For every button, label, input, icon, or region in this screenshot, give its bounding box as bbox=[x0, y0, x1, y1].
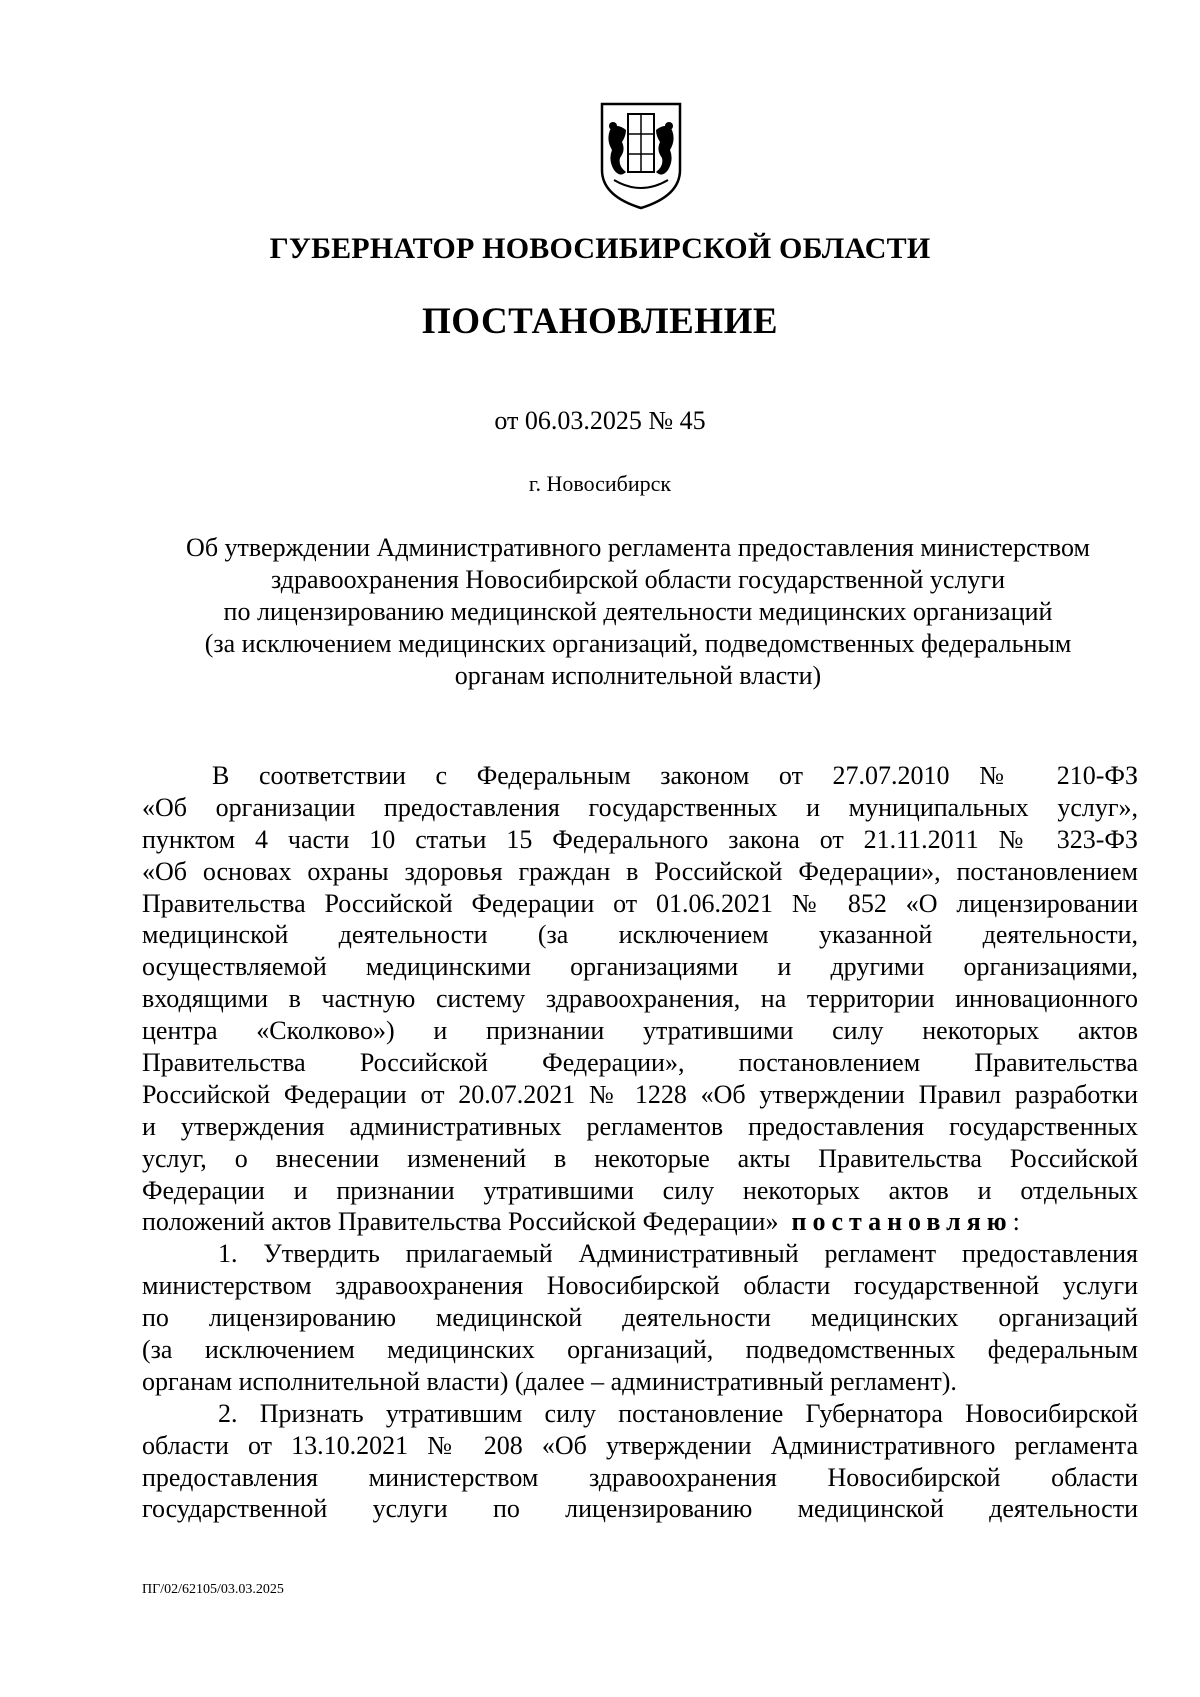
body-line: В соответствии с Федеральным законом от 27.07.2010 № 210-ФЗ bbox=[212, 761, 1138, 790]
coat-of-arms-icon bbox=[596, 100, 686, 212]
body-line: Федерации и признании утратившими силу некоторых актов и отдельных bbox=[142, 1175, 1138, 1205]
item-line: (за исключением медицинских организаций, подведомственных федеральным bbox=[142, 1335, 1138, 1365]
body-line: медицинской деятельности (за исключением указанной деятельности, bbox=[142, 920, 1138, 950]
document-body bbox=[142, 760, 1138, 1525]
item-line: предоставления министерством здравоохранения Новосибирской области bbox=[142, 1462, 1138, 1492]
document-code: ПГ/02/62105/03.03.2025 bbox=[142, 1582, 284, 1597]
city-line: г. Новосибирск bbox=[528, 471, 672, 496]
body-line: «Об основах охраны здоровья граждан в Российской Федерации», постановлением bbox=[142, 856, 1138, 886]
title-line: (за исключением медицинских организаций, подведомственных федеральным bbox=[204, 629, 1072, 658]
body-line: Правительства Российской Федерации от 01.06.2021 № 852 «О лицензировании bbox=[142, 888, 1138, 918]
date-number-line: от 06.03.2025 № 45 bbox=[494, 406, 706, 435]
title-line: Об утверждении Административного регламента предоставления министерством bbox=[186, 533, 1090, 562]
title-line: по лицензированию медицинской деятельности медицинских организаций bbox=[223, 597, 1053, 626]
authority-heading: ГУБЕРНАТОР НОВОСИБИРСКОЙ ОБЛАСТИ bbox=[269, 232, 931, 265]
body-line: услуг, о внесении изменений в некоторые акты Правительства Российской bbox=[142, 1143, 1138, 1173]
body-line-decree bbox=[142, 1206, 1138, 1238]
body-line: Российской Федерации от 20.07.2021 № 1228 «Об утверждении Правил разработки bbox=[142, 1079, 1138, 1109]
item-line: 1. Утвердить прилагаемый Административный регламент предоставления bbox=[218, 1239, 1138, 1269]
item-line: органам исполнительной власти) (далее – административный регламент). bbox=[142, 1366, 957, 1396]
body-line: Правительства Российской Федерации», постановлением Правительства bbox=[142, 1048, 1138, 1078]
document-title bbox=[140, 532, 1136, 692]
item-line: по лицензированию медицинской деятельности медицинских организаций bbox=[142, 1303, 1138, 1333]
body-line: пунктом 4 части 10 статьи 15 Федерального закона от 21.11.2011 № 323-ФЗ bbox=[142, 824, 1138, 854]
title-line: здравоохранения Новосибирской области государственной услуги bbox=[271, 565, 1005, 594]
body-line: центра «Сколково») и признании утратившими силу некоторых актов bbox=[142, 1016, 1138, 1046]
item-line: министерством здравоохранения Новосибирской области государственной услуги bbox=[142, 1271, 1138, 1301]
body-line: входящими в частную систему здравоохранения, на территории инновационного bbox=[142, 984, 1138, 1014]
decree-word: постановляю bbox=[791, 1207, 1013, 1237]
item-line: 2. Признать утратившим силу постановление Губернатора Новосибирской bbox=[218, 1398, 1138, 1428]
body-line: и утверждения административных регламентов предоставления государственных bbox=[142, 1111, 1138, 1141]
body-line: «Об организации предоставления государственных и муниципальных услуг», bbox=[142, 792, 1138, 822]
decree-colon: : bbox=[1012, 1207, 1020, 1237]
preamble-last-text: положений актов Правительства Российской Федерации» bbox=[142, 1207, 779, 1237]
body-line: осуществляемой медицинскими организациями и другими организациями, bbox=[142, 952, 1138, 982]
item-line: области от 13.10.2021 № 208 «Об утверждении Административного регламента bbox=[142, 1430, 1138, 1460]
item-line: государственной услуги по лицензированию медицинской деятельности bbox=[142, 1494, 1138, 1524]
document-type-heading: ПОСТАНОВЛЕНИЕ bbox=[421, 301, 779, 342]
title-line: органам исполнительной власти) bbox=[454, 661, 822, 690]
